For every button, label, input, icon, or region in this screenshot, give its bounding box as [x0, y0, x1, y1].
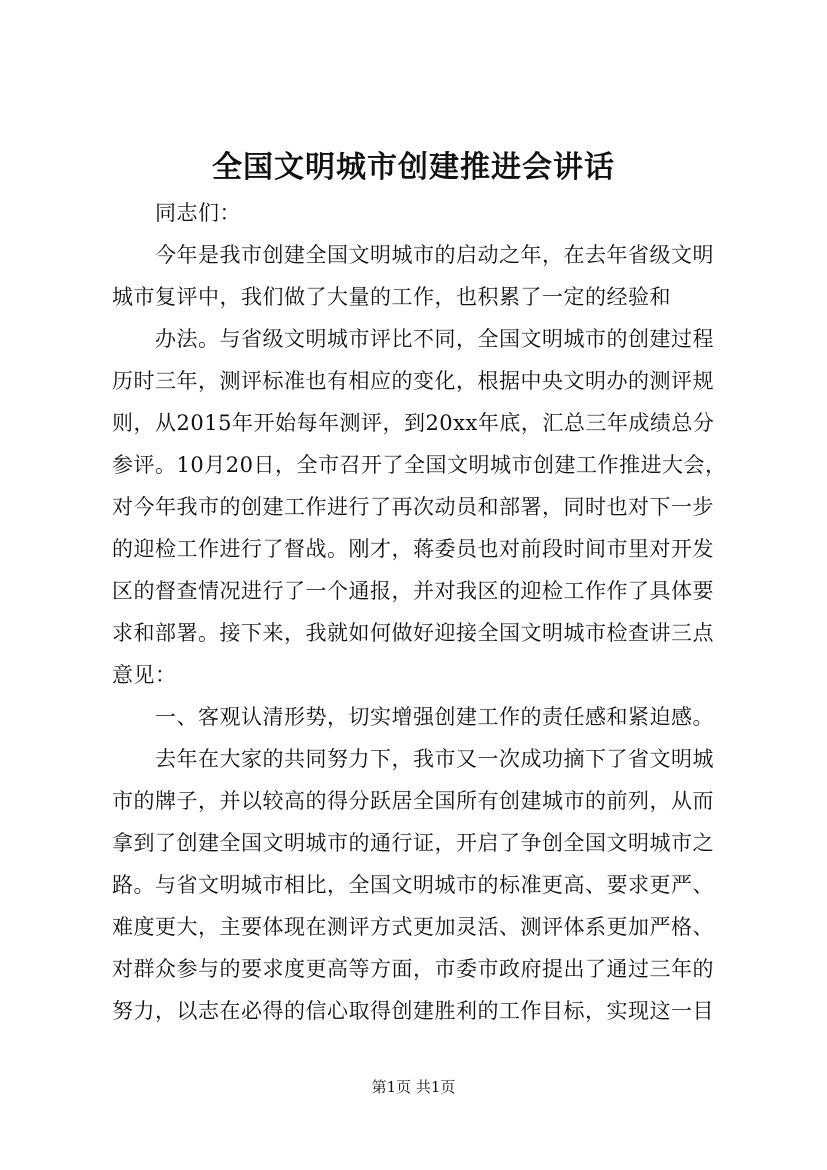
salutation-line: 同志们： [155, 201, 241, 225]
body-line: 历时三年，测评标准也有相应的变化，根据中央文明办的测评规 [112, 369, 714, 393]
body-line: 对群众参与的要求度更高等方面，市委市政府提出了通过三年的 [112, 957, 714, 981]
body-line: 办法。与省级文明城市评比不同，全国文明城市的创建过程 [155, 327, 714, 351]
body-line: 拿到了创建全国文明城市的通行证，开启了争创全国文明城市之 [112, 831, 714, 855]
body-line: 难度更大，主要体现在测评方式更加灵活、测评体系更加严格、 [112, 915, 714, 939]
body-line: 路。与省文明城市相比，全国文明城市的标准更高、要求更严、 [112, 873, 714, 897]
section-heading: 一、客观认清形势，切实增强创建工作的责任感和紧迫感。 [155, 705, 714, 729]
body-line: 区的督查情况进行了一个通报，并对我区的迎检工作作了具体要 [112, 579, 714, 603]
body-line: 的迎检工作进行了督战。刚才，蒋委员也对前段时间市里对开发 [112, 537, 714, 561]
body-line: 努力，以志在必得的信心取得创建胜利的工作目标，实现这一目 [112, 999, 714, 1023]
body-line: 则，从2015年开始每年测评，到20xx年底，汇总三年成绩总分 [112, 411, 715, 435]
body-line: 意见： [112, 663, 177, 687]
page-footer: 第1页 共1页 [371, 1078, 456, 1096]
body-line: 去年在大家的共同努力下，我市又一次成功摘下了省文明城 [155, 747, 714, 771]
body-line: 对今年我市的创建工作进行了再次动员和部署，同时也对下一步 [112, 495, 714, 519]
body-line: 参评。10月20日，全市召开了全国文明城市创建工作推进大会， [112, 453, 727, 477]
body-line: 今年是我市创建全国文明城市的启动之年，在去年省级文明 [155, 243, 714, 267]
body-line: 市的牌子，并以较高的得分跃居全国所有创建城市的前列，从而 [112, 789, 714, 813]
body-line: 城市复评中，我们做了大量的工作，也积累了一定的经验和 [112, 285, 671, 309]
document-title: 全国文明城市创建推进会讲话 [212, 150, 615, 185]
body-line: 求和部署。接下来，我就如何做好迎接全国文明城市检查讲三点 [112, 621, 714, 645]
